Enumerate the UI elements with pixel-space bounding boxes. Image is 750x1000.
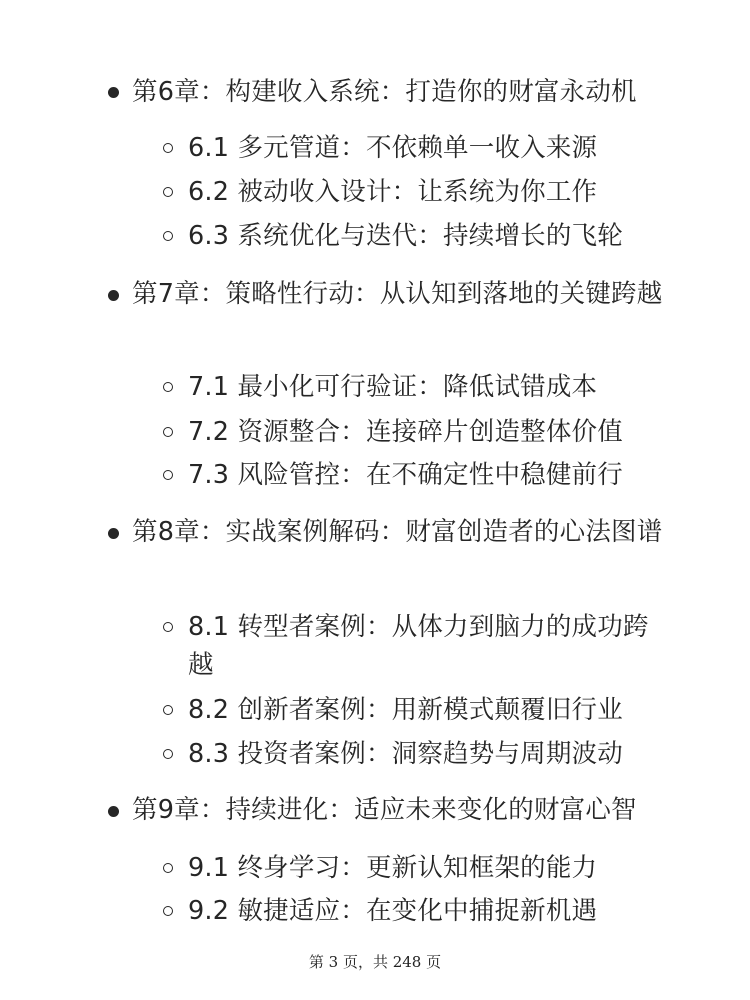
chapter-7-title: 第7章：策略性行动：从认知到落地的关键跨越 [132,279,663,309]
chapter-bullet [108,528,119,539]
section-7-3: 7.3 风险管控：在不确定性中稳健前行 [188,460,623,490]
chapter-bullet [108,87,119,98]
section-bullet [163,906,173,916]
section-bullet [163,187,173,197]
section-bullet [163,427,173,437]
section-bullet [163,382,173,392]
section-7-1: 7.1 最小化可行验证：降低试错成本 [188,372,598,402]
section-bullet [163,231,173,241]
section-7-2: 7.2 资源整合：连接碎片创造整体价值 [188,417,623,447]
section-9-2: 9.2 敏捷适应：在变化中捕捉新机遇 [188,896,598,926]
section-8-2: 8.2 创新者案例：用新模式颠覆旧行业 [188,695,623,725]
section-8-3: 8.3 投资者案例：洞察趋势与周期波动 [188,739,623,769]
page-number-footer: 第 3 页，共 248 页 [308,953,442,971]
section-bullet [163,470,173,480]
chapter-6-title: 第6章：构建收入系统：打造你的财富永动机 [132,77,637,107]
chapter-8-title: 第8章：实战案例解码：财富创造者的心法图谱 [132,517,663,547]
section-6-3: 6.3 系统优化与迭代：持续增长的飞轮 [188,221,623,251]
chapter-9-title: 第9章：持续进化：适应未来变化的财富心智 [132,795,637,825]
section-bullet [163,863,173,873]
section-6-1: 6.1 多元管道：不依赖单一收入来源 [188,133,598,163]
chapter-bullet [108,290,119,301]
section-bullet [163,705,173,715]
section-bullet [163,749,173,759]
section-bullet [163,622,173,632]
chapter-bullet [108,806,119,817]
section-8-1: 8.1 转型者案例：从体力到脑力的成功跨越 [188,612,649,680]
section-6-2: 6.2 被动收入设计：让系统为你工作 [188,177,598,207]
section-bullet [163,143,173,153]
section-9-1: 9.1 终身学习：更新认知框架的能力 [188,853,598,883]
